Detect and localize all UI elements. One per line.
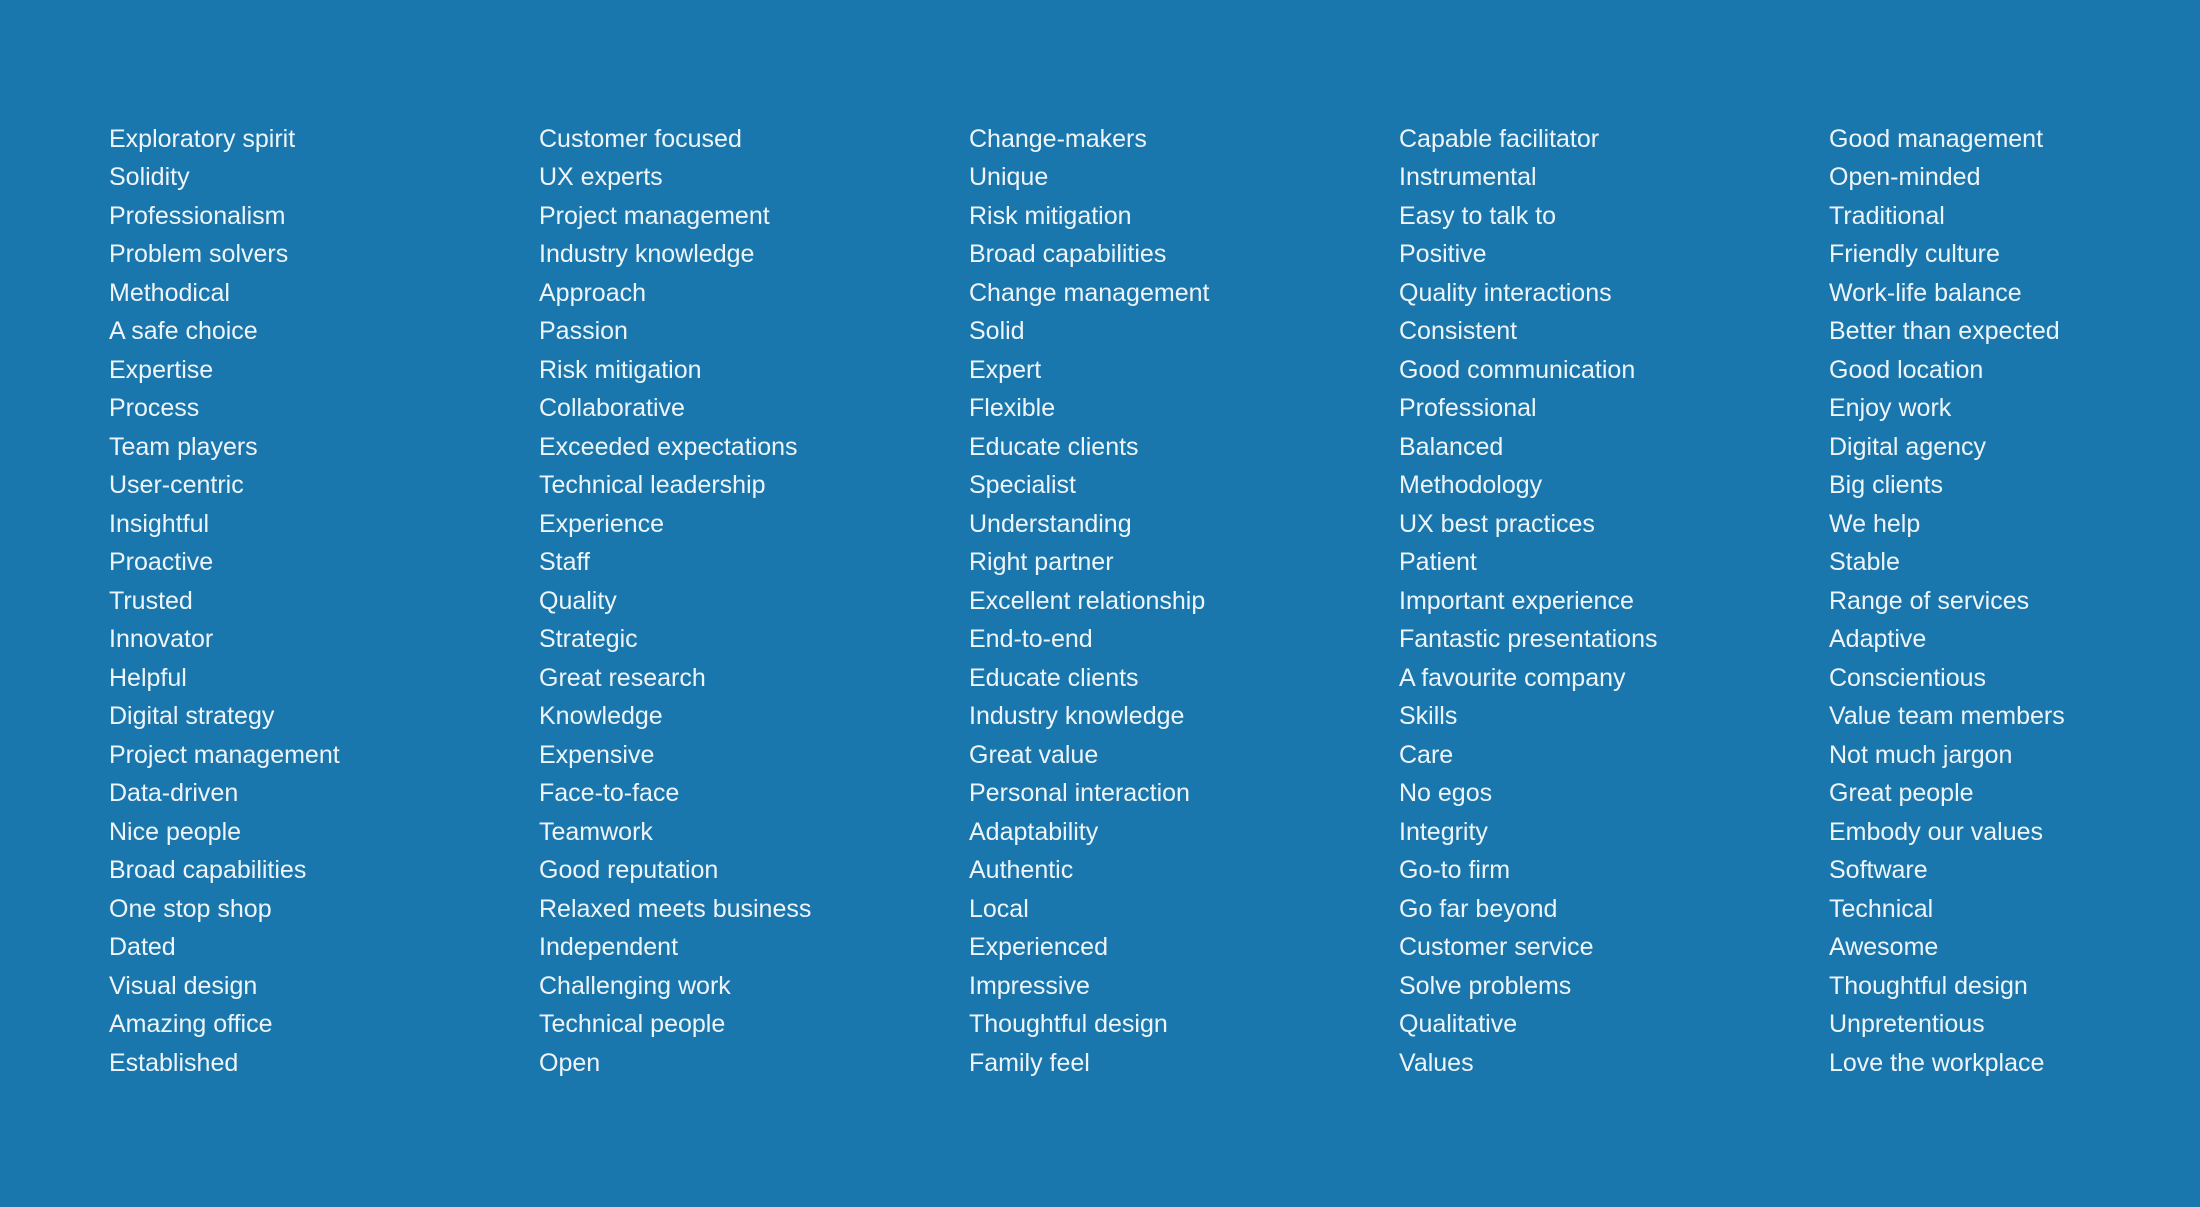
word-item: A safe choice	[109, 317, 258, 345]
word-item: Change-makers	[969, 124, 1147, 153]
word-item: Instrumental	[1399, 163, 1537, 191]
word-item: Skills	[1399, 702, 1458, 730]
word-item: End-to-end	[969, 625, 1093, 653]
word-item: Consistent	[1399, 317, 1518, 345]
word-item: Helpful	[109, 663, 187, 692]
word-item: Nice people	[109, 817, 242, 846]
word-item: Thoughtful design	[1829, 971, 2028, 1000]
word-item: Professional	[1399, 394, 1537, 422]
word-item: Strategic	[539, 625, 638, 653]
word-item: Balanced	[1399, 432, 1504, 461]
word-item: Good location	[1829, 355, 1984, 384]
word-item: Solidity	[109, 163, 190, 191]
word-item: Insightful	[109, 509, 210, 538]
word-item: Not much jargon	[1829, 740, 2013, 769]
word-item: Staff	[539, 548, 590, 576]
word-item: Technical leadership	[539, 471, 766, 499]
word-item: Established	[109, 1048, 239, 1077]
word-item: Team players	[109, 432, 258, 461]
word-item: Great research	[539, 663, 706, 692]
word-item: Project management	[539, 201, 770, 230]
word-item: Knowledge	[539, 702, 663, 730]
word-item: Expert	[969, 355, 1042, 384]
word-item: Educate clients	[969, 432, 1139, 461]
word-item: Specialist	[969, 471, 1076, 499]
word-item: Big clients	[1829, 471, 1943, 499]
word-item: Friendly culture	[1829, 240, 2000, 268]
word-item: Dated	[109, 933, 176, 961]
word-item: Project management	[109, 740, 340, 769]
word-item: Understanding	[969, 509, 1132, 538]
word-item: Stable	[1829, 548, 1900, 576]
word-item: UX best practices	[1399, 509, 1595, 538]
word-item: Capable facilitator	[1399, 124, 1600, 153]
word-item: Technical people	[539, 1010, 726, 1038]
word-item: Quality	[539, 586, 617, 615]
word-item: Passion	[539, 317, 628, 345]
word-item: Methodical	[109, 278, 230, 307]
word-item: Problem solvers	[109, 240, 289, 268]
word-item: Authentic	[969, 856, 1074, 884]
word-item: A favourite company	[1399, 663, 1626, 692]
word-item: Digital agency	[1829, 432, 1987, 461]
word-item: Enjoy work	[1829, 394, 1952, 422]
word-item: Change management	[969, 278, 1210, 307]
word-item: Quality interactions	[1399, 278, 1612, 307]
word-item: Values	[1399, 1048, 1474, 1077]
word-item: Range of services	[1829, 586, 2030, 615]
word-item: Experienced	[969, 933, 1108, 961]
word-item: UX experts	[539, 163, 663, 191]
word-item: Solve problems	[1399, 971, 1572, 1000]
word-item: Exploratory spirit	[109, 124, 296, 153]
word-item: Traditional	[1829, 201, 1945, 230]
word-item: Open-minded	[1829, 163, 1981, 191]
word-item: Adaptive	[1829, 625, 1927, 653]
word-item: Challenging work	[539, 971, 731, 1000]
word-item: Data-driven	[109, 779, 239, 807]
word-column-2	[539, 120, 939, 1083]
word-item: Face-to-face	[539, 779, 680, 807]
word-item: Digital strategy	[109, 702, 275, 730]
word-item: Broad capabilities	[969, 240, 1167, 268]
word-item: Good management	[1829, 124, 2044, 153]
word-item: Expertise	[109, 355, 214, 384]
word-item: We help	[1829, 509, 1921, 538]
word-item: Positive	[1399, 240, 1487, 268]
word-column-4	[1399, 120, 1799, 1083]
word-item: Go-to firm	[1399, 856, 1511, 884]
word-item: Relaxed meets business	[539, 894, 812, 923]
word-item: Impressive	[969, 971, 1090, 1000]
word-item: No egos	[1399, 779, 1493, 807]
word-item: Work-life balance	[1829, 278, 2022, 307]
word-item: Qualitative	[1399, 1010, 1518, 1038]
word-item: User-centric	[109, 471, 244, 499]
word-item: Risk mitigation	[539, 355, 702, 384]
word-item: Flexible	[969, 394, 1056, 422]
word-item: Unique	[969, 163, 1049, 191]
word-item: Visual design	[109, 971, 258, 1000]
word-item: Proactive	[109, 548, 214, 576]
word-item: Fantastic presentations	[1399, 625, 1658, 653]
word-item: Important experience	[1399, 586, 1634, 615]
word-item: Great value	[969, 740, 1099, 769]
word-item: Methodology	[1399, 471, 1543, 499]
word-column-1	[109, 120, 509, 1083]
word-item: Open	[539, 1048, 601, 1077]
word-item: Local	[969, 894, 1029, 923]
word-column-3	[969, 120, 1369, 1083]
word-item: Approach	[539, 278, 647, 307]
word-item: Great people	[1829, 779, 1974, 807]
word-item: Care	[1399, 740, 1454, 769]
word-columns	[0, 120, 2200, 1090]
word-item: Collaborative	[539, 394, 685, 422]
word-item: Broad capabilities	[109, 856, 307, 884]
word-item: Exceeded expectations	[539, 432, 798, 461]
word-item: Innovator	[109, 625, 214, 653]
word-item: Right partner	[969, 548, 1114, 576]
word-item: Patient	[1399, 548, 1477, 576]
word-item: Good reputation	[539, 856, 719, 884]
word-item: Customer service	[1399, 933, 1594, 961]
word-item: Customer focused	[539, 124, 742, 153]
word-item: Excellent relationship	[969, 586, 1206, 615]
word-item: Educate clients	[969, 663, 1139, 692]
word-item: Unpretentious	[1829, 1010, 1985, 1038]
word-item: Easy to talk to	[1399, 201, 1557, 230]
word-item: Personal interaction	[969, 779, 1190, 807]
word-item: Go far beyond	[1399, 894, 1558, 923]
word-item: Value team members	[1829, 702, 2065, 730]
word-item: Amazing office	[109, 1010, 273, 1038]
word-item: Solid	[969, 317, 1025, 345]
word-item: Independent	[539, 933, 679, 961]
word-item: Experience	[539, 509, 665, 538]
word-item: Thoughtful design	[969, 1010, 1168, 1038]
word-item: Technical	[1829, 894, 1934, 923]
word-item: Industry knowledge	[969, 702, 1185, 730]
word-column-5	[1829, 120, 2200, 1083]
word-item: Awesome	[1829, 933, 1939, 961]
word-item: Industry knowledge	[539, 240, 755, 268]
word-item: Good communication	[1399, 355, 1636, 384]
word-item: Risk mitigation	[969, 201, 1132, 230]
word-item: Professionalism	[109, 201, 286, 230]
word-item: Better than expected	[1829, 317, 2060, 345]
word-item: Integrity	[1399, 817, 1488, 846]
word-item: Teamwork	[539, 817, 653, 846]
word-item: Family feel	[969, 1048, 1090, 1077]
word-item: Trusted	[109, 586, 193, 615]
word-item: Conscientious	[1829, 663, 1987, 692]
word-item: Software	[1829, 856, 1928, 884]
word-item: Love the workplace	[1829, 1048, 2045, 1077]
word-item: Process	[109, 394, 200, 422]
word-item: Adaptability	[969, 817, 1099, 846]
word-item: One stop shop	[109, 894, 272, 923]
word-item: Expensive	[539, 740, 655, 769]
word-item: Embody our values	[1829, 817, 2044, 846]
